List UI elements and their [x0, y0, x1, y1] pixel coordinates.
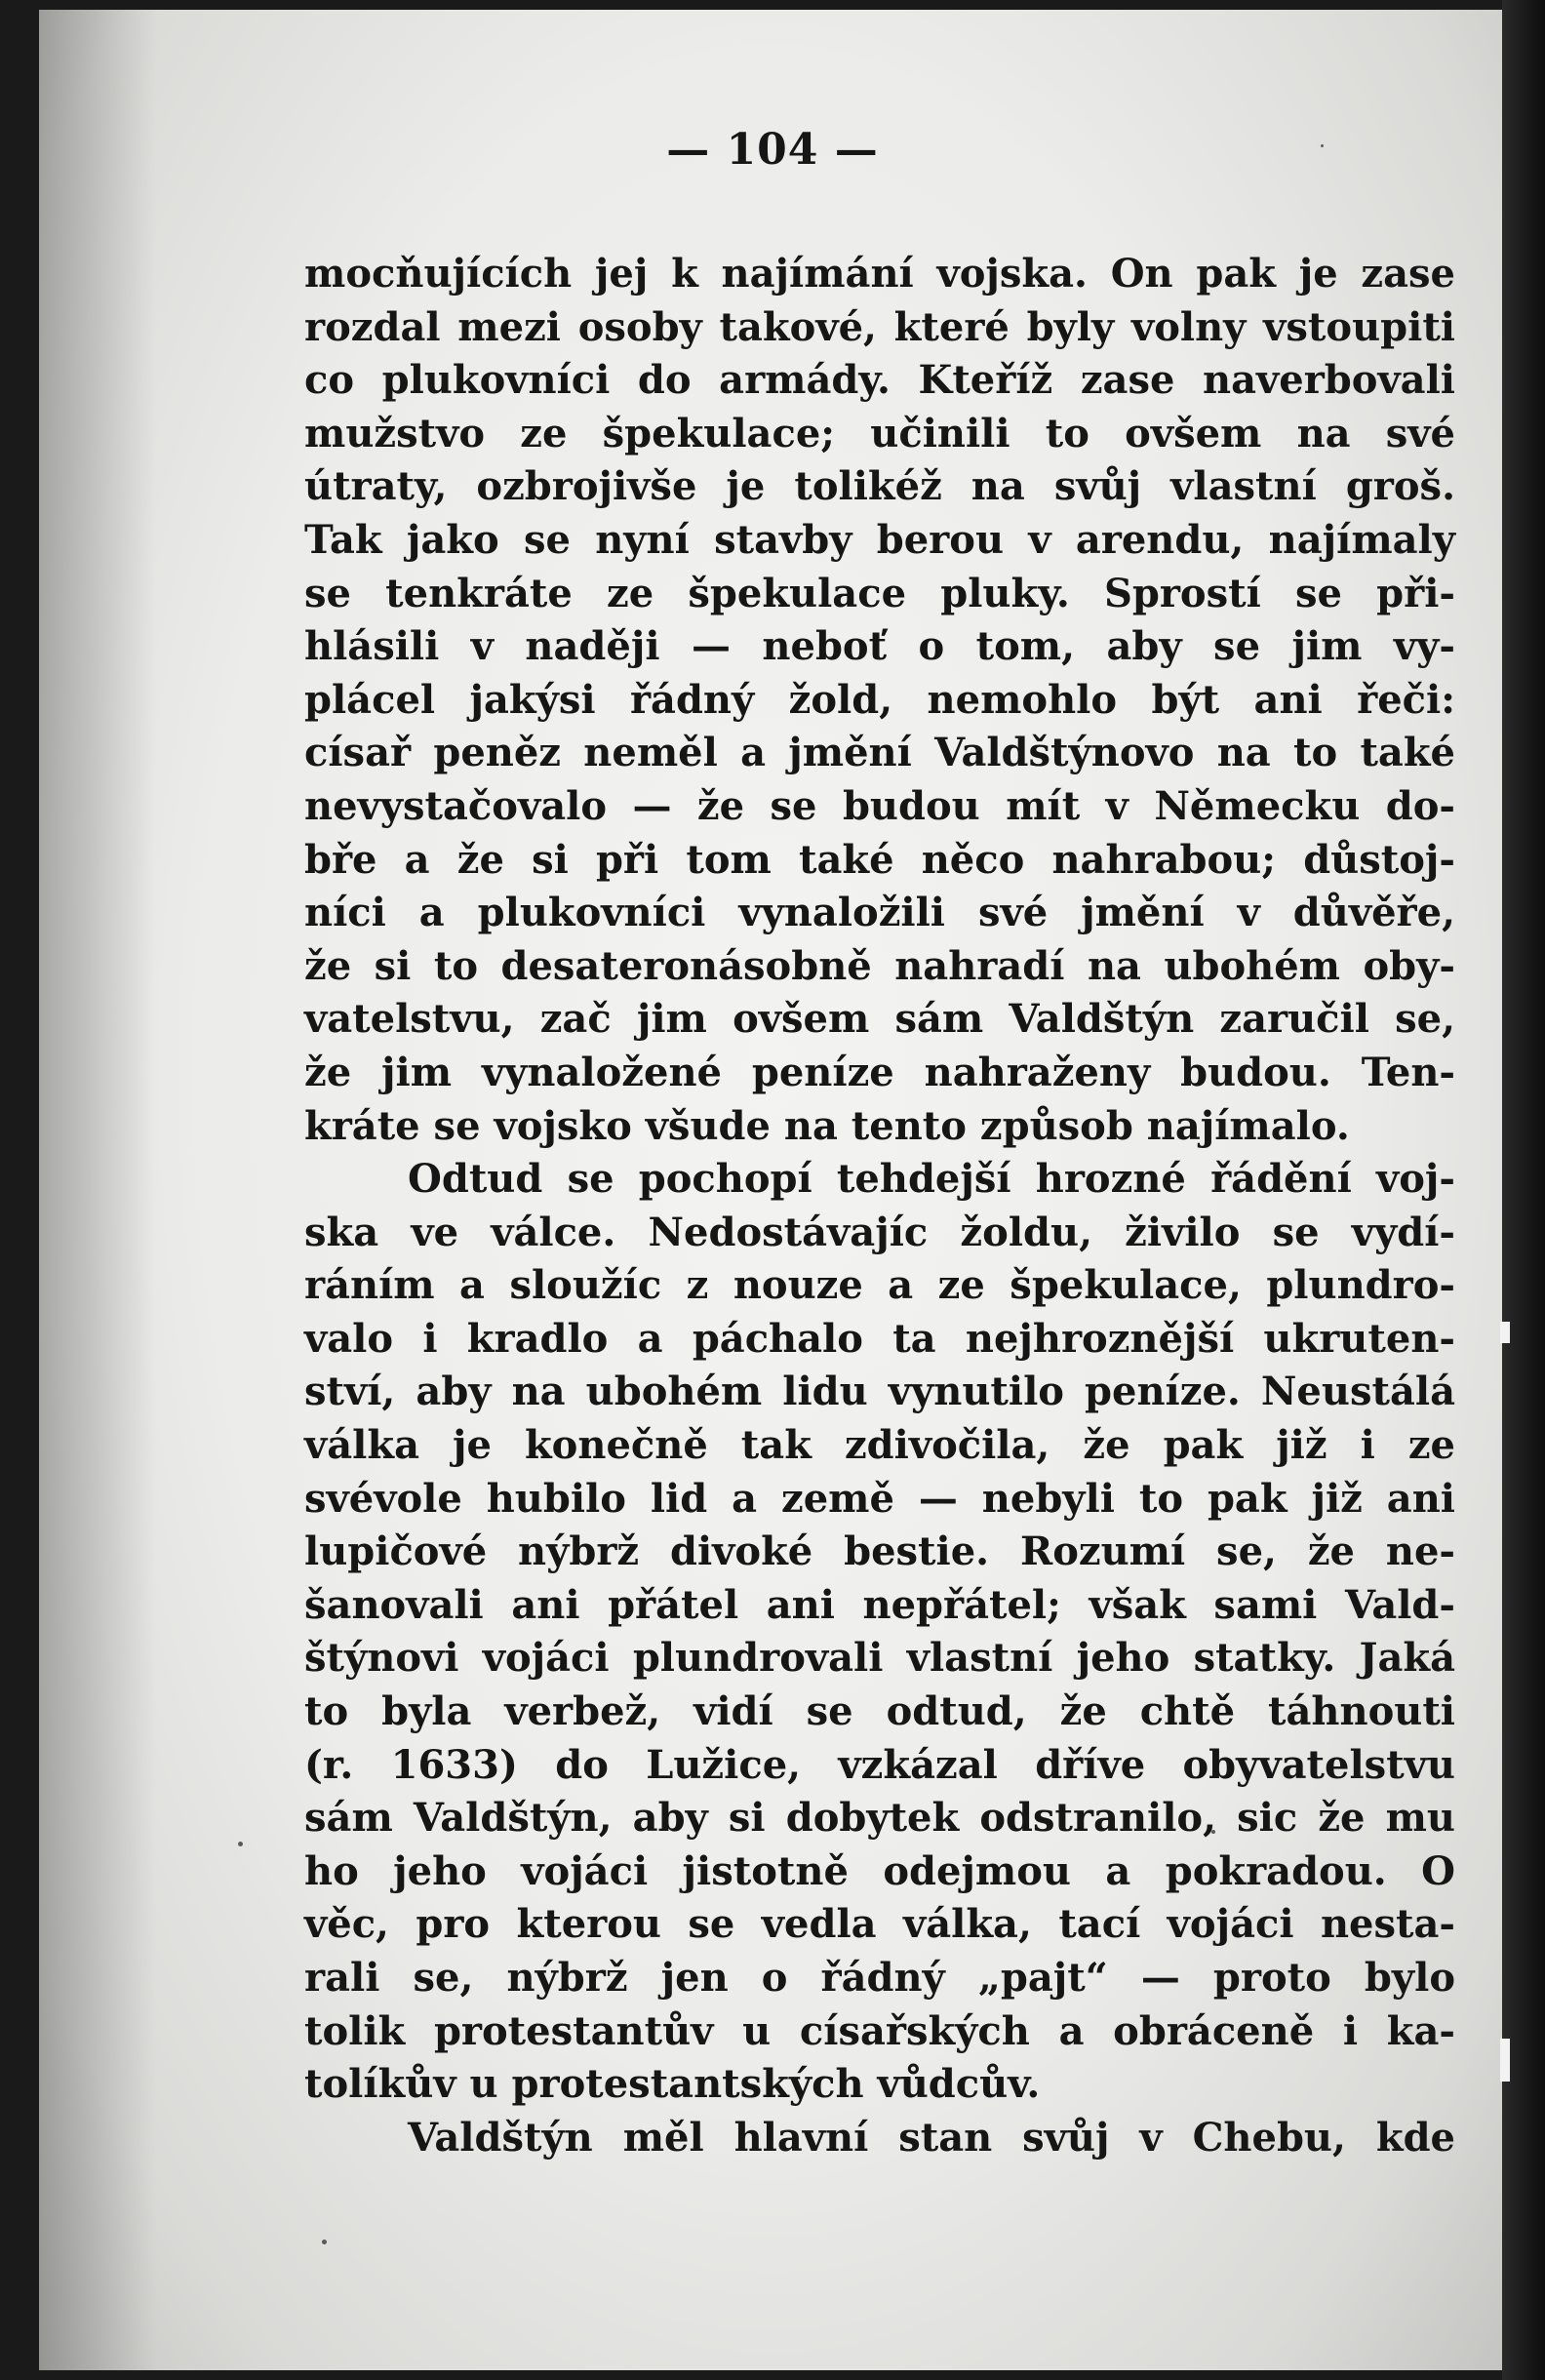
text-line: válka je konečně tak zdivočila, že pak již i ze: [304, 1422, 1455, 1469]
edge-mark: [1500, 1322, 1510, 1343]
text-line: útraty, ozbrojivše je tolikéž na svůj vlastní groš.: [304, 463, 1455, 510]
text-line: věc, pro kterou se vedla válka, tací vojáci nesta-: [304, 1901, 1455, 1948]
text-line: šanovali ani přátel ani nepřátel; však sami Vald-: [304, 1581, 1455, 1628]
body-text: [304, 248, 1455, 2164]
text-line: císař peněz neměl a jmění Valdštýnovo na to také: [304, 730, 1455, 776]
page-right-edge: [1502, 0, 1545, 2380]
text-line: tolíkův u protestantských vůdcův.: [304, 2061, 1041, 2108]
text-line: bře a že si při tom také něco nahrabou; důstoj-: [304, 836, 1455, 883]
text-line: ska ve válce. Nedostávajíc žoldu, živilo se vydí-: [304, 1209, 1455, 1255]
text-line: že si to desateronásobně nahradí na ubohém oby-: [304, 942, 1455, 989]
text-line: ráním a sloužíc z nouze a ze špekulace, plundro-: [304, 1262, 1455, 1309]
text-line: níci a plukovníci vynaložili své jmění v důvěře,: [304, 890, 1455, 936]
text-line: se tenkráte ze špekulace pluky. Sprostí se při-: [304, 570, 1455, 616]
text-line: svévole hubilo lid a země — nebyli to pak již ani: [304, 1475, 1455, 1522]
text-line: tolik protestantův u císařských a obráceně i ka-: [304, 2007, 1455, 2054]
text-line: vatelstvu, zač jim ovšem sám Valdštýn zaručil se,: [304, 996, 1455, 1043]
page-number: — 104 —: [666, 125, 879, 175]
text-line: hlásili v naději — neboť o tom, aby se jim vy-: [304, 623, 1455, 670]
text-line: (r. 1633) do Lužice, vzkázal dříve obyvatelstvu: [304, 1741, 1455, 1788]
text-line: nevystačovalo — že se budou mít v Německu do-: [304, 782, 1455, 829]
edge-mark: [1500, 2039, 1510, 2082]
scan-speck: [238, 1842, 243, 1846]
text-line: Valdštýn měl hlavní stan svůj v Chebu, kde: [408, 2114, 1455, 2161]
text-line: lupičové nýbrž divoké bestie. Rozumí se, že ne-: [304, 1528, 1455, 1575]
page-shadow: [39, 10, 156, 2370]
text-line: valo i kradlo a páchalo ta nejhroznější ukruten-: [304, 1315, 1455, 1362]
text-line: štýnovi vojáci plundrovali vlastní jeho statky. Jaká: [304, 1635, 1455, 1682]
paragraph: [304, 248, 1455, 1153]
text-line: Odtud se pochopí tehdejší hrozné řádění voj-: [408, 1156, 1455, 1203]
text-line: kráte se vojsko všude na tento způsob najímalo.: [304, 1102, 1350, 1149]
scan-speck: [322, 2240, 327, 2244]
text-line: že jim vynaložené peníze nahraženy budou. Ten-: [304, 1049, 1455, 1095]
paragraph: [304, 2112, 1455, 2165]
text-line: to byla verbež, vidí se odtud, že chtě táhnouti: [304, 1688, 1455, 1735]
text-line: Tak jako se nyní stavby berou v arendu, najímaly: [304, 516, 1455, 563]
text-line: sám Valdštýn, aby si dobytek odstranilo, sic že mu: [304, 1795, 1455, 1842]
text-line: rozdal mezi osoby takové, které byly volny vstoupiti: [304, 303, 1455, 350]
text-line: ho jeho vojáci jistotně odejmou a pokradou. O: [304, 1847, 1455, 1894]
paragraph: [304, 1153, 1455, 2112]
text-line: plácel jakýsi řádný žold, nemohlo být ani řeči:: [304, 676, 1455, 723]
text-line: ství, aby na ubohém lidu vynutilo peníze. Neustálá: [304, 1368, 1455, 1415]
text-line: mocňujících jej k najímání vojska. On pak je zase: [304, 251, 1455, 297]
text-line: co plukovníci do armády. Kteříž zase naverbovali: [304, 357, 1455, 404]
text-line: mužstvo ze špekulace; učinili to ovšem na své: [304, 410, 1455, 456]
text-line: rali se, nýbrž jen o řádný „pajt“ — proto bylo: [304, 1955, 1455, 2001]
